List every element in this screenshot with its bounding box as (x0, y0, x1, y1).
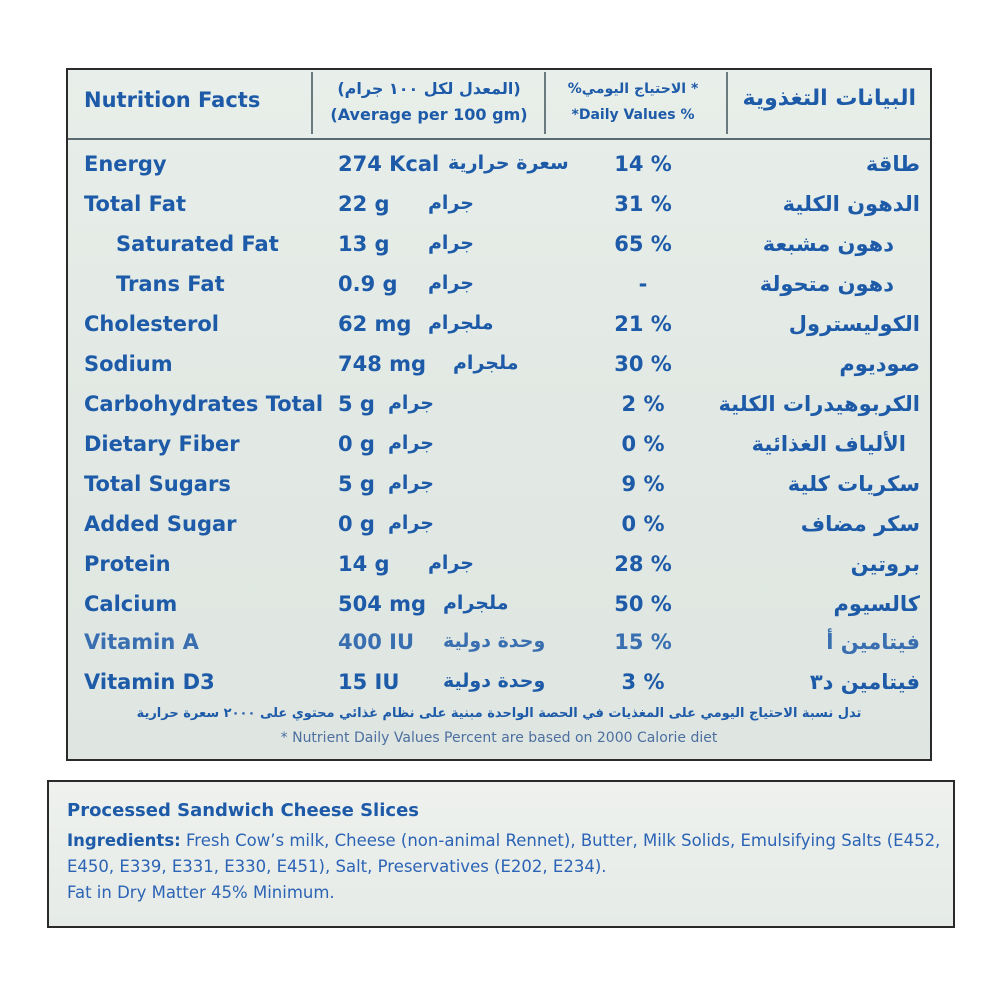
nutrient-row-vitamin-d3 (68, 666, 930, 706)
nutrient-daily-value: 0 % (621, 432, 665, 456)
nutrient-name-ar: طاقة (865, 152, 920, 176)
nutrient-row-carbohydrates-total (68, 388, 930, 428)
nutrient-daily-value: 50 % (614, 592, 672, 616)
nutrient-name-ar: سكريات كلية (787, 472, 920, 496)
nutrient-name: Dietary Fiber (84, 432, 240, 456)
nutrient-name-ar: الدهون الكلية (782, 192, 920, 216)
nutrient-name: Vitamin D3 (84, 670, 215, 694)
nutrient-name-ar: فيتامين أ (826, 630, 920, 654)
nutrient-daily-value: 21 % (614, 312, 672, 336)
nutrient-unit-ar: ملجرام (443, 592, 509, 614)
nutrient-amount: 22 g (338, 192, 390, 216)
nutrient-name: Sodium (84, 352, 173, 376)
nutrition-facts-panel (66, 68, 932, 761)
nutrient-unit-ar: سعرة حرارية (448, 152, 569, 174)
ingredients-text (67, 828, 947, 906)
nutrient-unit-ar: جرام (388, 512, 434, 534)
nutrient-row-trans-fat (68, 268, 930, 308)
title-en: Nutrition Facts (84, 88, 261, 112)
nutrient-name-ar: الكربوهيدرات الكلية (718, 392, 920, 416)
header-divider (726, 72, 728, 134)
nutrient-amount: 748 mg (338, 352, 427, 376)
dv-column-header (548, 76, 718, 128)
nutrient-amount: 0 g (338, 512, 375, 536)
ingredients-label: Ingredients: (67, 831, 181, 850)
nutrient-daily-value: 9 % (621, 472, 665, 496)
footnote-ar: تدل نسبة الاحتياج اليومي على المغذيات في الحصة الواحدة مبنية على نظام غذائي محتوي على ٢٠٠٠ سعرة حرارية (136, 706, 862, 721)
ingredients-panel (47, 780, 955, 928)
nutrient-row-dietary-fiber (68, 428, 930, 468)
nutrient-row-sodium (68, 348, 930, 388)
product-title: Processed Sandwich Cheese Slices (67, 800, 419, 821)
dv-header-en: *Daily Values % (571, 107, 695, 123)
nutrient-amount: 14 g (338, 552, 390, 576)
nutrient-row-vitamin-a (68, 626, 930, 666)
nutrient-row-total-sugars (68, 468, 930, 508)
nutrient-amount: 0.9 g (338, 272, 398, 296)
nutrient-name-ar: سكر مضاف (800, 512, 920, 536)
nutrient-unit-ar: جرام (428, 192, 474, 214)
nutrient-daily-value: 14 % (614, 152, 672, 176)
fat-in-dry-matter: Fat in Dry Matter 45% Minimum. (67, 883, 335, 902)
title-ar: البيانات التغذوية (742, 86, 916, 111)
nutrient-row-saturated-fat (68, 228, 930, 268)
nutrient-name: Energy (84, 152, 167, 176)
nutrient-unit-ar: جرام (388, 472, 434, 494)
nutrition-header (68, 70, 930, 140)
nutrient-amount: 13 g (338, 232, 390, 256)
nutrient-daily-value: 2 % (621, 392, 665, 416)
nutrient-name: Total Fat (84, 192, 187, 216)
nutrient-unit-ar: جرام (388, 392, 434, 414)
nutrient-row-energy (68, 148, 930, 188)
nutrient-name: Saturated Fat (116, 232, 279, 256)
nutrient-daily-value: 3 % (621, 670, 665, 694)
header-divider (311, 72, 313, 134)
nutrient-name: Calcium (84, 592, 178, 616)
dv-header-ar: * الاحتياج اليومي% (567, 81, 699, 97)
nutrient-row-added-sugar (68, 508, 930, 548)
nutrient-name-ar: فيتامين د٣ (809, 670, 920, 694)
nutrient-name-ar: صوديوم (839, 352, 920, 376)
header-divider (544, 72, 546, 134)
nutrient-daily-value: 65 % (614, 232, 672, 256)
nutrient-amount: 62 mg (338, 312, 412, 336)
nutrient-name: Carbohydrates Total (84, 392, 324, 416)
nutrient-name-ar: دهون متحولة (759, 272, 894, 296)
nutrient-name: Added Sugar (84, 512, 237, 536)
nutrient-row-protein (68, 548, 930, 588)
nutrient-unit-ar: وحدة دولية (443, 670, 546, 692)
avg-header-ar: (المعدل لكل ١٠٠ جرام) (337, 79, 521, 98)
nutrient-unit-ar: جرام (428, 272, 474, 294)
nutrient-name: Vitamin A (84, 630, 199, 654)
nutrient-daily-value: 31 % (614, 192, 672, 216)
nutrient-amount: 504 mg (338, 592, 427, 616)
nutrient-name: Total Sugars (84, 472, 231, 496)
nutrient-amount: 0 g (338, 432, 375, 456)
nutrient-name-ar: الكوليسترول (788, 312, 920, 336)
nutrient-amount: 5 g (338, 472, 375, 496)
nutrient-row-cholesterol (68, 308, 930, 348)
nutrient-unit-ar: جرام (428, 552, 474, 574)
nutrient-unit-ar: جرام (428, 232, 474, 254)
nutrient-name-ar: كالسيوم (833, 592, 920, 616)
nutrient-amount: 400 IU (338, 630, 415, 654)
nutrient-name-ar: بروتين (850, 552, 920, 576)
nutrient-amount: 5 g (338, 392, 375, 416)
nutrient-amount: 274 Kcal (338, 152, 440, 176)
nutrient-row-total-fat (68, 188, 930, 228)
nutrient-unit-ar: ملجرام (453, 352, 519, 374)
nutrient-name: Protein (84, 552, 171, 576)
nutrient-unit-ar: جرام (388, 432, 434, 454)
avg-column-header (320, 76, 538, 128)
nutrient-amount: 15 IU (338, 670, 400, 694)
nutrient-name: Cholesterol (84, 312, 219, 336)
nutrient-daily-value: 30 % (614, 352, 672, 376)
nutrient-name-ar: الألياف الغذائية (751, 432, 906, 456)
nutrient-daily-value: 28 % (614, 552, 672, 576)
avg-header-en: (Average per 100 gm) (330, 105, 528, 124)
nutrient-daily-value: 0 % (621, 512, 665, 536)
nutrient-unit-ar: ملجرام (428, 312, 494, 334)
nutrient-unit-ar: وحدة دولية (443, 630, 546, 652)
nutrient-name-ar: دهون مشبعة (762, 232, 894, 256)
ingredients-list: Fresh Cow’s milk, Cheese (non-animal Rennet), Butter, Milk Solids, Emulsifying Salts (E452, E450, E339, E331, E330, E451), Salt, Preservatives (E202, E234). (67, 831, 941, 876)
footnote-en: * Nutrient Daily Values Percent are based on 2000 Calorie diet (280, 730, 718, 746)
nutrient-daily-value: 15 % (614, 630, 672, 654)
nutrient-name: Trans Fat (116, 272, 225, 296)
nutrient-row-calcium (68, 588, 930, 628)
nutrient-daily-value: - (638, 272, 648, 296)
